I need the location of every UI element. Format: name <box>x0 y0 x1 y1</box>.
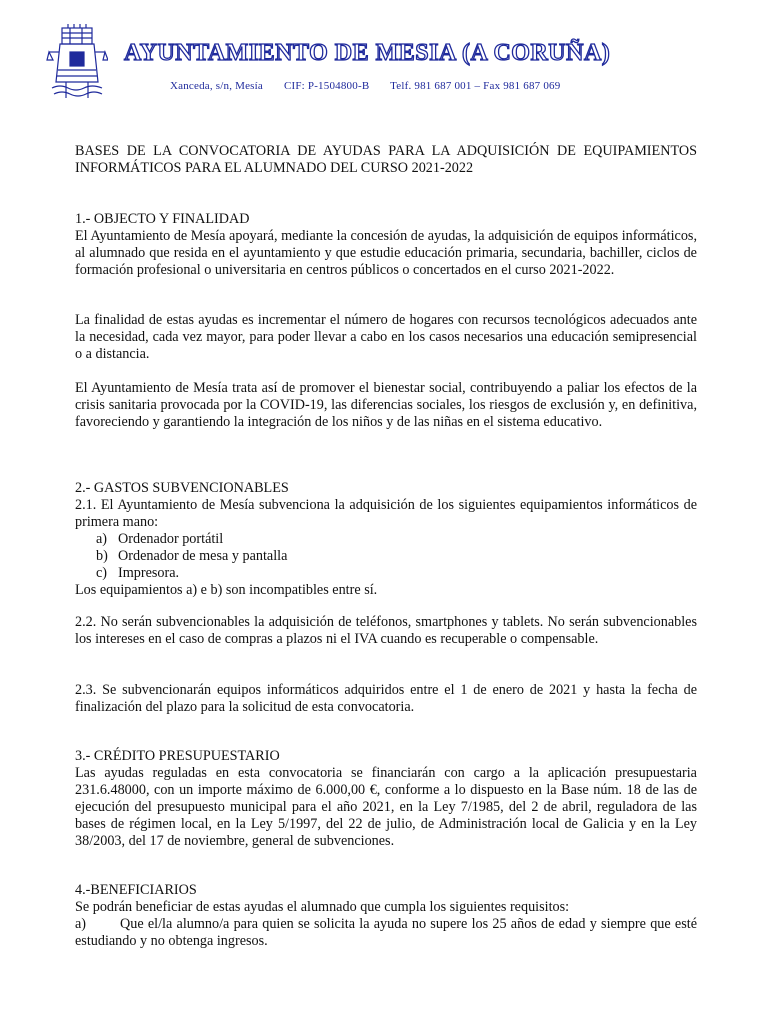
section-2 <box>75 480 697 599</box>
paragraph: El Ayuntamiento de Mesía trata así de promover el bienestar social, contribuyendo a paliar los efectos de la crisis sanitaria provocada por la COVID-19, las diferencias sociales, los riesgos de exclusión y, en definitiva, favoreciendo y garantiendo la integración de los niños y de las niñas en el sistema educativo. <box>75 380 697 430</box>
requirement-a <box>75 916 697 950</box>
paragraph: El Ayuntamiento de Mesía apoyará, mediante la concesión de ayudas, la adquisición de equipos informáticos, al alumnado que resida en el ayuntamiento y que estudie educación primaria, secundaria, bachiller, ciclos de formación profesional o universitaria en centros públicos o concertados en el curso 2021-2022. <box>75 228 697 278</box>
section-2-paragraph-3 <box>75 682 697 716</box>
section-4 <box>75 882 697 950</box>
equipment-list <box>75 531 697 582</box>
paragraph: La finalidad de estas ayudas es incrementar el número de hogares con recursos tecnológicos adecuados ante la necesidad, cada vez mayor, para poder llevar a cabo en los casos necesarios una educación semipresencial o a distancia. <box>75 312 697 362</box>
section-heading: 1.- OBJECTO Y FINALIDAD <box>75 211 250 227</box>
section-1-paragraph-2 <box>75 312 697 363</box>
paragraph: 2.1. El Ayuntamiento de Mesía subvenciona la adquisición de los siguientes equipamientos informáticos de primera mano: <box>75 497 697 530</box>
organization-title: AYUNTAMIENTO DE MESIA (A CORUÑA) <box>124 40 611 66</box>
section-2-paragraph-2 <box>75 614 697 648</box>
list-marker: a) <box>75 916 87 932</box>
requirement-text: Que el/la alumno/a para quien se solicita la ayuda no supere los 25 años de edad y siempre que esté estudiando y no obtenga ingresos. <box>75 916 697 949</box>
paragraph: 2.3. Se subvencionarán equipos informáticos adquiridos entre el 1 de enero de 2021 y hasta la fecha de finalización del plazo para la solicitud de esta convocatoria. <box>75 682 697 715</box>
coat-of-arms-logo <box>46 22 108 100</box>
section-1-paragraph-3 <box>75 380 697 431</box>
document-title: BASES DE LA CONVOCATORIA DE AYUDAS PARA LA ADQUISICIÓN DE EQUIPAMIENTOS INFORMÁTICOS PARA EL ALUMNADO DEL CURSO 2021-2022 <box>75 143 697 176</box>
list-item-text: Ordenador portátil <box>118 531 224 547</box>
section-3 <box>75 748 697 850</box>
list-item <box>75 531 697 548</box>
list-item-text: Impresora. <box>118 565 180 581</box>
list-marker: b) <box>96 548 108 564</box>
address-text: Xanceda, s/n, Mesía <box>170 80 263 92</box>
list-marker: a) <box>96 531 108 547</box>
organization-contact <box>170 80 578 92</box>
section-1 <box>75 211 697 279</box>
section-heading: 2.- GASTOS SUBVENCIONABLES <box>75 480 289 496</box>
list-item <box>75 548 697 565</box>
section-heading: 3.- CRÉDITO PRESUPUESTARIO <box>75 748 280 764</box>
paragraph: Los equipamientos a) e b) son incompatibles entre sí. <box>75 582 378 598</box>
paragraph: Se podrán beneficiar de estas ayudas el alumnado que cumpla los siguientes requisitos: <box>75 899 570 915</box>
list-item <box>75 565 697 582</box>
list-marker: c) <box>96 565 108 581</box>
paragraph: 2.2. No serán subvencionables la adquisición de teléfonos, smartphones y tablets. No serán subvencionables los intereses en el caso de compras a plazos ni el IVA cuando es recuperable o compensable. <box>75 614 697 647</box>
section-heading: 4.-BENEFICIARIOS <box>75 882 197 898</box>
phone-fax-text: Telf. 981 687 001 – Fax 981 687 069 <box>390 80 561 92</box>
paragraph: Las ayudas reguladas en esta convocatoria se financiarán con cargo a la aplicación presupuestaria 231.6.48000, con un importe máximo de 6.000,00 €, conforme a lo dispuesto en la Base núm. 18 de las de ejecución del presupuesto municipal para el año 2021, en la Ley 7/1985, del 2 de abril, reguladora de las bases de régimen local, en la Ley 5/1997, del 22 de julio, de Administración local de Galicia y en la Ley 38/2003, del 17 de noviembre, general de subvenciones. <box>75 765 697 849</box>
list-item-text: Ordenador de mesa y pantalla <box>118 548 288 564</box>
cif-text: CIF: P-1504800-B <box>283 80 370 92</box>
